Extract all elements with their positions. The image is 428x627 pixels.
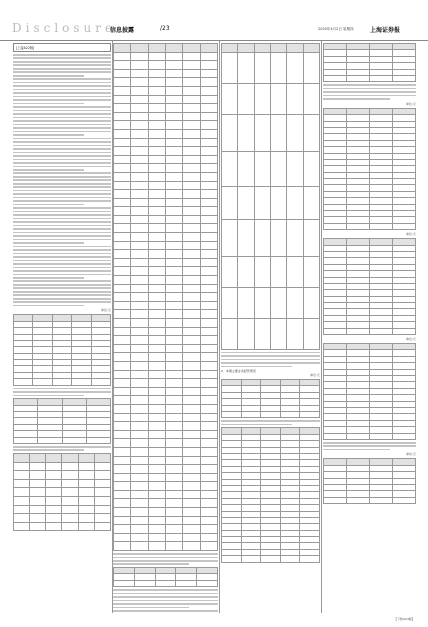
column-3 [221, 41, 320, 613]
project-table [113, 43, 218, 551]
column-2 [113, 41, 218, 613]
text-block-5 [113, 589, 218, 613]
unit-label: 单位:元 [309, 373, 320, 378]
data-table-5 [221, 379, 320, 418]
table-caption: 2、本期主要业务经营情况 [221, 369, 256, 374]
column-1 [13, 41, 111, 613]
masthead: Disclosure [12, 21, 117, 35]
data-table-4 [113, 567, 218, 587]
data-table-8 [323, 458, 416, 504]
text-block-4 [113, 553, 218, 565]
data-table-1 [13, 314, 111, 385]
data-table-3 [13, 453, 111, 531]
text-block-3 [13, 446, 111, 451]
data-table-6 [221, 427, 320, 562]
unit-label: 单位:元 [405, 232, 416, 237]
text-block-8 [323, 84, 416, 100]
text-block-9 [323, 442, 416, 451]
text-block-2 [13, 388, 111, 397]
project-table-continued [221, 43, 320, 350]
text-block-6 [221, 352, 320, 368]
unit-label: 单位:元 [405, 452, 416, 457]
balance-sheet-table [323, 108, 416, 230]
page-header [0, 0, 428, 41]
issue-date: 2020年4月2日 星期四 [318, 27, 354, 31]
newspaper-brand: 上海证券报 [370, 27, 401, 34]
column-4 [323, 41, 416, 613]
unit-label: 单位:元 [405, 337, 416, 342]
cash-flow-table [323, 343, 416, 440]
unit-label: 单位:元 [405, 101, 416, 106]
section-title: 信息披露 [110, 27, 135, 34]
column-divider [321, 41, 322, 613]
continued-from-label: [上接A22版] [13, 43, 111, 52]
text-block-1 [13, 54, 111, 306]
column-divider [219, 41, 220, 613]
page-number: /23 [160, 25, 170, 32]
continued-note: 【下转A24版】 [394, 617, 415, 621]
income-table [323, 238, 416, 335]
text-block-7 [221, 420, 320, 425]
data-table-7 [323, 43, 416, 82]
data-table-2 [13, 398, 111, 444]
unit-label: 单位:元 [100, 308, 111, 313]
